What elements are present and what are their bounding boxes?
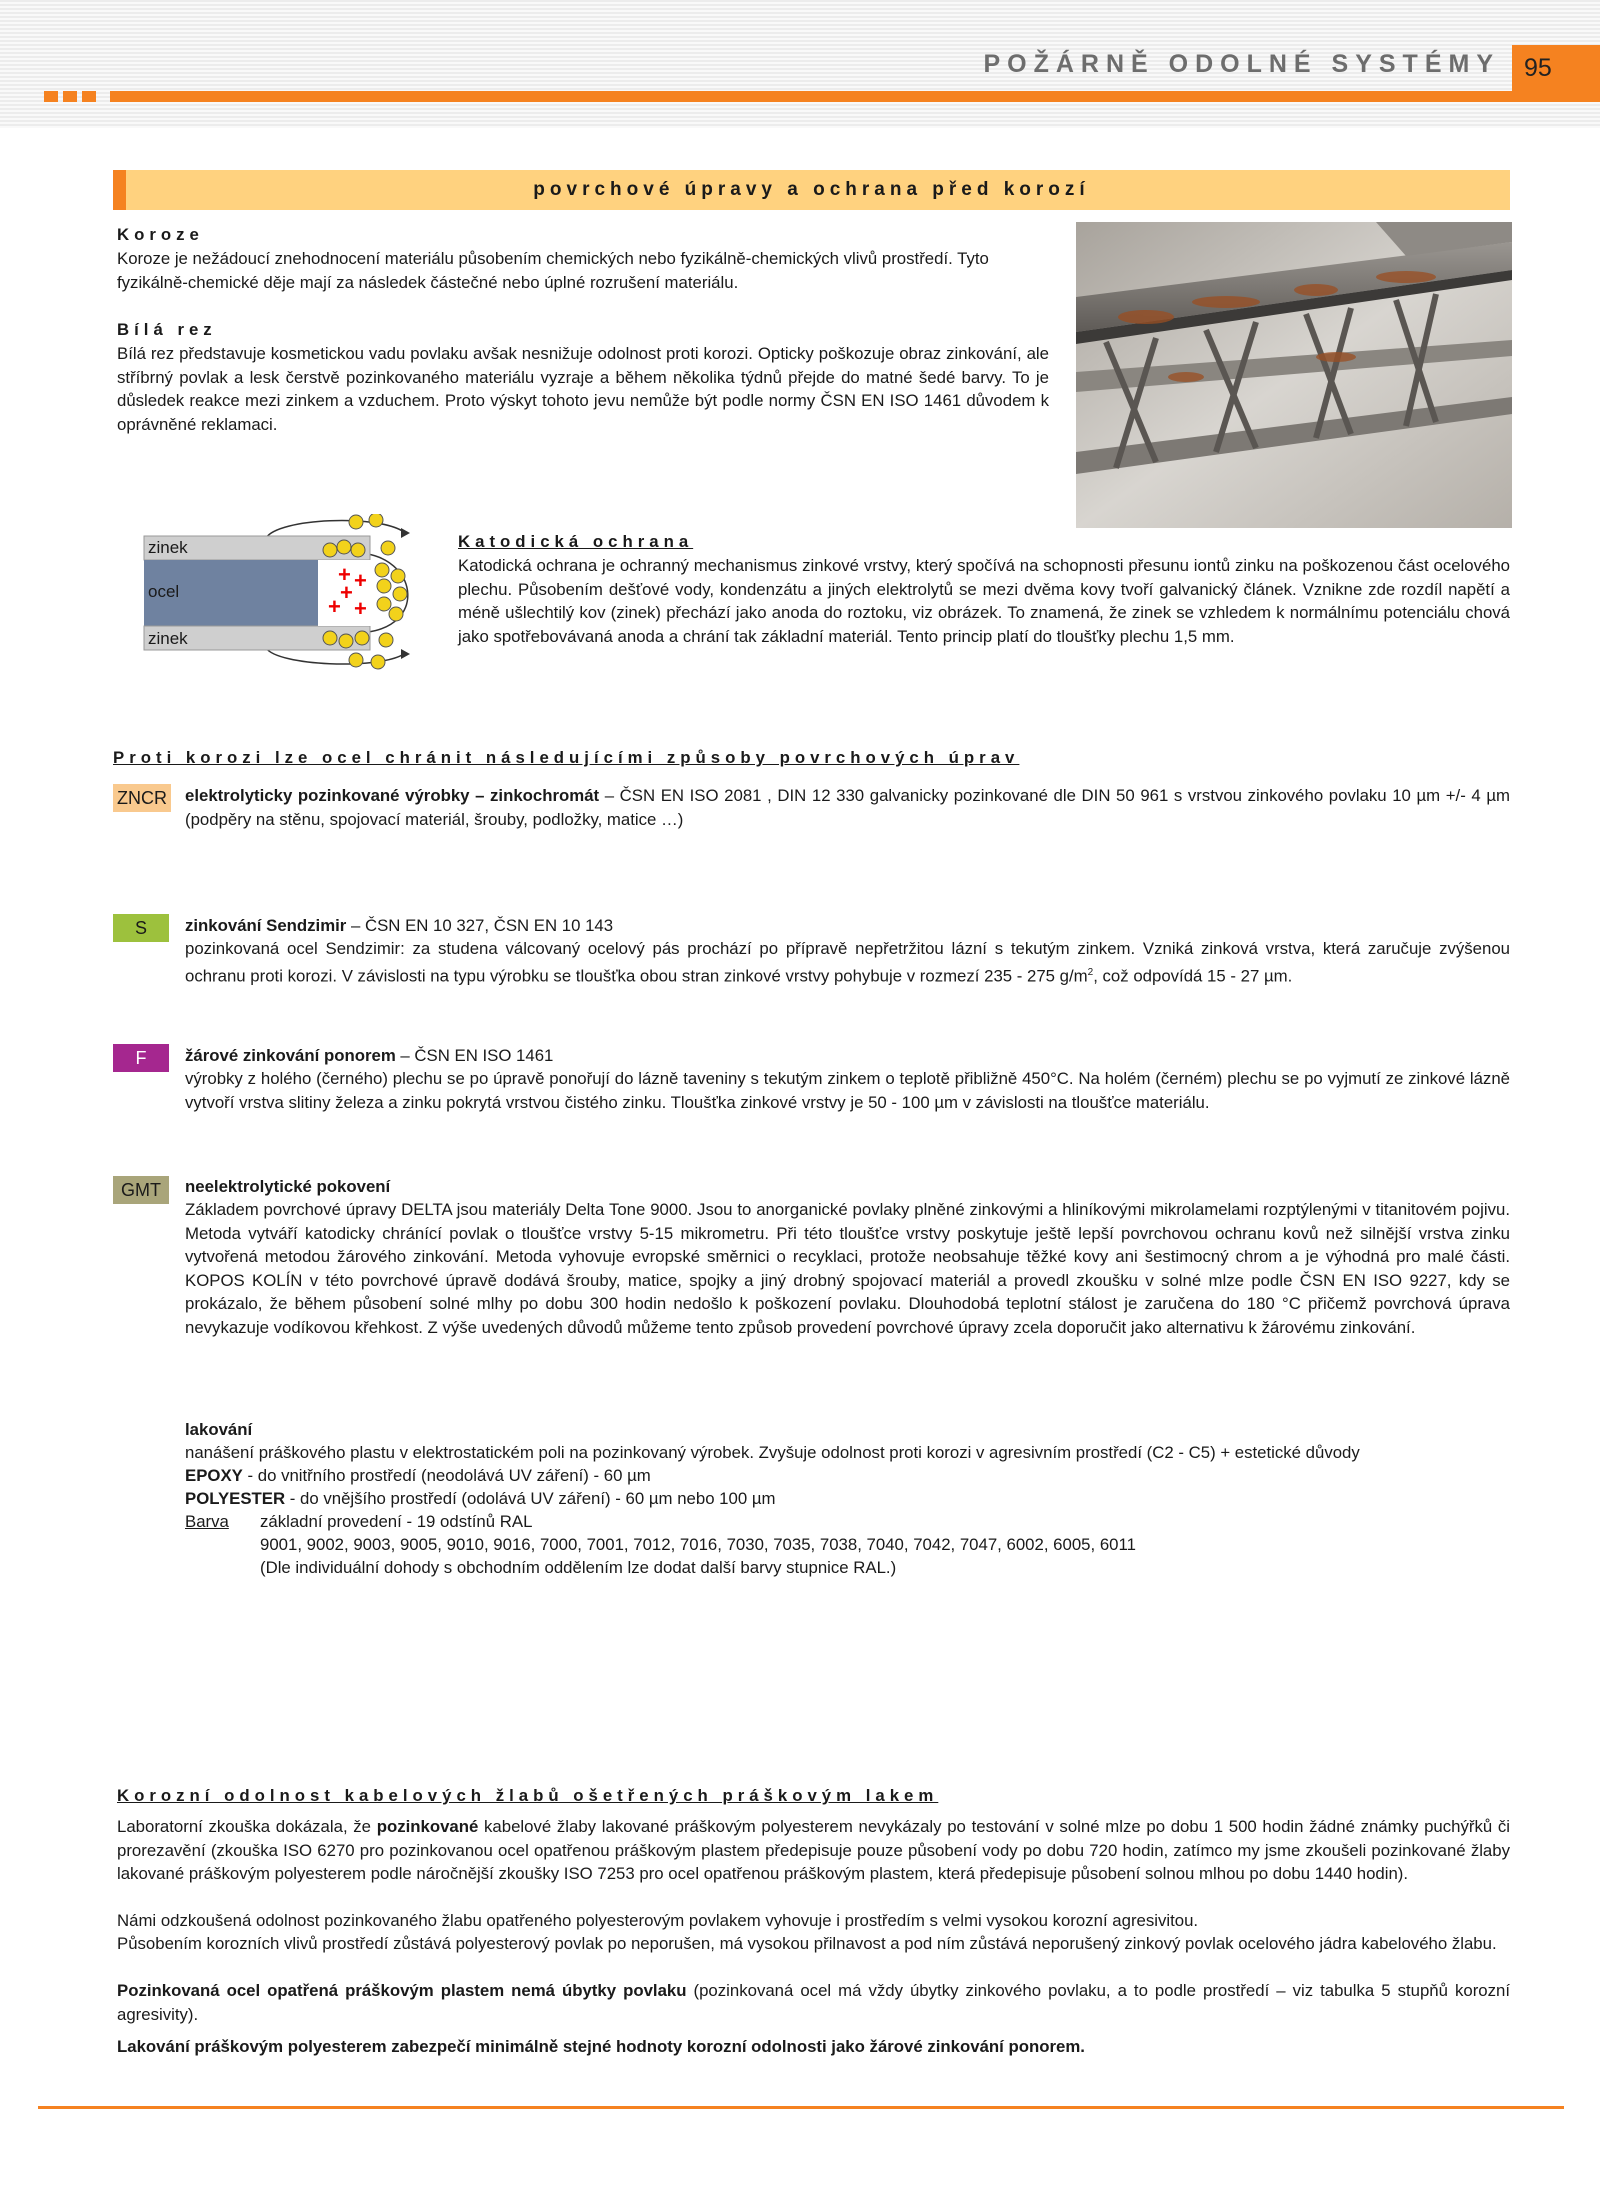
koroze-text: Koroze je nežádoucí znehodnocení materiálu působením chemických nebo fyzikálně-chemických vlivů prostředí. Tyto fyzikálně-chemické děje mají za následek částečné nebo úplné rozrušení materiálu.	[117, 249, 989, 292]
lakovani-line1: nanášení práškového plastu v elektrostatickém poli na pozinkovaný výrobek. Zvyšuje odolnost proti korozi v agresivním prostředí (C2 - C5) + estetické důvody	[185, 1443, 1360, 1462]
lakovani-barva-line1: základní provedení - 19 odstínů RAL	[260, 1512, 533, 1531]
tag-f: F	[113, 1044, 169, 1072]
svg-text:+: +	[340, 580, 353, 605]
lakovani-barva-line3: (Dle individuální dohody s obchodním oddělením lze dodat další barvy stupnice RAL.)	[260, 1558, 897, 1577]
tag-gmt: GMT	[113, 1176, 169, 1204]
katodicka-text: Katodická ochrana je ochranný mechanismus zinkové vrstvy, který spočívá na schopnosti přesunu iontů zinku na poškozenou část ocelového plechu. Působením dešťové vody, kondenzátu a jiných elektrolytů se mezi dvěma kovy tvoří galvanický článek. Vznikne zde rozdíl napětí a méně ušlechtilý kov (zinek) přechází jako anoda do roztoku, viz obrázek. To znamená, že zinek se vzhledem k normálnímu potenciálu chová jako spotřebovávaná anoda a chrání tak základní materiál. Tento princip platí do tloušťky plechu 1,5 mm.	[458, 556, 1510, 646]
korozni-p2: Námi odzkoušená odolnost pozinkovaného žlabu opatřeného polyesterovým povlakem vyhovuje i prostředím s velmi vysokou korozní agresivitou.	[117, 1911, 1199, 1930]
svg-text:+: +	[354, 596, 367, 621]
footer-rule	[38, 2106, 1564, 2109]
zncr-text: elektrolyticky pozinkované výrobky – zinkochromát – ČSN EN ISO 2081 , DIN 12 330 galvanicky pozinkované dle DIN 50 961 s vrstvou zinkového povlaku 10 µm +/- 4 µm (podpěry na stěnu, spojovací materiál, šrouby, podložky, matice …)	[185, 786, 1510, 829]
svg-text:+: +	[338, 562, 351, 587]
lakovani-epoxy: EPOXY - do vnitřního prostředí (neodolává UV záření) - 60 µm	[185, 1466, 651, 1485]
s-text: pozinkovaná ocel Sendzimir: za studena válcovaný ocelový pás prochází po přípravě nepřetržitou lázní s tekutým zinkem. Vzniká zinková vrstva, která zaručuje zvýšenou ochranu proti korozi. V závislosti na typu výrobku se tloušťka obou stran zinkové vrstvy pohybuje v rozmezí 235 - 275 $g/m^2$, což odpovídá 15 - 27 µm.	[185, 939, 1510, 986]
f-text: výrobky z holého (černého) plechu se po úpravě ponořují do lázně taveniny s tekutým zinkem o teplotě přibližně 450°C. Na holém (černém) plechu se po vyjmutí ze zinkové lázně vytvoří vrstva slitiny železa a zinku pokrytá vrstvou čistého zinku. Tloušťka zinkové vrstvy je 50 - 100 µm v závislosti na tloušťce materiálu.	[185, 1069, 1510, 1112]
lakovani-title: lakování	[185, 1420, 253, 1439]
methods-heading: Proti korozi lze ocel chránit následujícími způsoby povrchových úprav	[113, 748, 1020, 767]
section-banner-title: povrchové úpravy a ochrana před korozí	[533, 179, 1090, 200]
korozni-p5: Lakování práškovým polyesterem zabezpečí minimálně stejné hodnoty korozní odolnosti jako žárové zinkování ponorem.	[117, 2037, 1085, 2056]
cathodic-protection-diagram	[128, 514, 450, 672]
koroze-heading: Koroze	[117, 225, 204, 244]
diagram-label-zinc-bottom: zinek	[148, 629, 188, 648]
svg-text:+: +	[354, 568, 367, 593]
tag-zncr: ZNCR	[113, 784, 171, 812]
header-square	[63, 91, 77, 102]
lakovani-barva-label: Barva	[185, 1512, 229, 1531]
header-title: POŽÁRNĚ ODOLNÉ SYSTÉMY	[983, 50, 1500, 78]
korozni-p1: Laboratorní zkouška dokázala, že pozinkované kabelové žlaby lakované práškovým polyesterem nevykázaly po testování v solné mlze po dobu 1 500 hodin žádné známky puchýřků či prorezavění (zkouška ISO 6270 pro pozinkovanou ocel opatřenou práškovým plastem předepisuje pouze působení vody po dobu 720 hodin, zatímco my jsme zkoušeli pozinkované žlaby lakované práškovým polyesterem podle náročnější zkoušky ISO 7253 pro ocel opatřenou práškovým plastem, která předepisuje působení solnou mlhou po dobu 1440 hodin).	[117, 1817, 1510, 1883]
gmt-title: neelektrolytické pokovení	[185, 1177, 391, 1196]
bila-rez-heading: Bílá rez	[117, 320, 217, 339]
gmt-text: Základem povrchové úpravy DELTA jsou materiály Delta Tone 9000. Jsou to anorganické povlaky plněné zinkovými a hliníkovými mikrolamelami rozptýlenými v titanitovém pojivu. Metoda vytváří katodicky chránící povlak o tloušťce vrstvy 5-15 mikrometru. Při této tloušťce vrstvy poskytuje ještě lepší povrchovou ochranu kovů než silnější vrstva zinku vytvořená metodou žárového zinkování. Metoda vyhovuje evropské směrnici o recyklaci, protože neobsahuje těžké kovy ani šestimocný chrom a je výhodná pro malé části. KOPOS KOLÍN v této povrchové úpravě dodává šrouby, matice, spojky a jiný drobný spojovací materiál a provedl zkoušku v solné mlze podle ČSN EN ISO 9227, kdy se prokázalo, že během působení solné mlhy po dobu 300 hodin nedošlo k poškození povlaku. Dlouhodobá teplotní stálost je zaručena do 180 °C přičemž povrchová úprava nevykazuje vodíkovou křehkost. Z výše uvedených důvodů můžeme tento způsob provedení povrchové úpravy zcela doporučit jako alternativu k žárovému zinkování.	[185, 1200, 1510, 1337]
bila-rez-text: Bílá rez představuje kosmetickou vadu povlaku avšak nesnižuje odolnost proti korozi. Opticky poškozuje obraz zinkování, ale stříbrný povlak a lesk čerstvě pozinkovaného materiálu vyzraje a během několika týdnů přejde do matné šedé barvy. To je důsledek reakce mezi zinkem a vzduchem. Proto výskyt tohoto jevu nemůže být podle normy ČSN EN ISO 1461 důvodem k oprávněné reklamaci.	[117, 344, 1049, 434]
header-square	[44, 91, 58, 102]
header-rule	[110, 91, 1600, 102]
katodicka-heading: Katodická ochrana	[458, 532, 694, 551]
korozni-heading: Korozní odolnost kabelových žlabů ošetřených práškovým lakem	[117, 1786, 939, 1805]
page-number: 95	[1512, 45, 1600, 91]
header-square	[82, 91, 96, 102]
corrosion-photo	[1076, 222, 1512, 528]
korozni-p4: Pozinkovaná ocel opatřená práškovým plastem nemá úbytky povlaku (pozinkovaná ocel má vždy úbytky zinkového povlaku, a to podle prostředí – viz tabulka 5 stupňů korozní agresivity).	[117, 1981, 1510, 2024]
f-title: žárové zinkování ponorem – ČSN EN ISO 1461	[185, 1046, 554, 1065]
diagram-label-steel: ocel	[148, 582, 180, 601]
s-title: zinkování Sendzimir – ČSN EN 10 327, ČSN EN 10 143	[185, 916, 614, 935]
svg-text:+: +	[328, 594, 341, 619]
diagram-label-zinc-top: zinek	[148, 538, 188, 557]
lakovani-barva-line2: 9001, 9002, 9003, 9005, 9010, 9016, 7000, 7001, 7012, 7016, 7030, 7035, 7038, 7040, 7042, 7047, 6002, 6005, 6011	[260, 1535, 1136, 1554]
korozni-p3: Působením korozních vlivů prostředí zůstává polyesterový povlak po neporušen, má vysokou přilnavost a pod ním zůstává neporušený zinkový povlak ocelového jádra kabelového žlabu.	[117, 1934, 1497, 1953]
lakovani-polyester: POLYESTER - do vnějšího prostředí (odolává UV záření) - 60 µm nebo 100 µm	[185, 1489, 776, 1508]
tag-s: S	[113, 914, 169, 942]
